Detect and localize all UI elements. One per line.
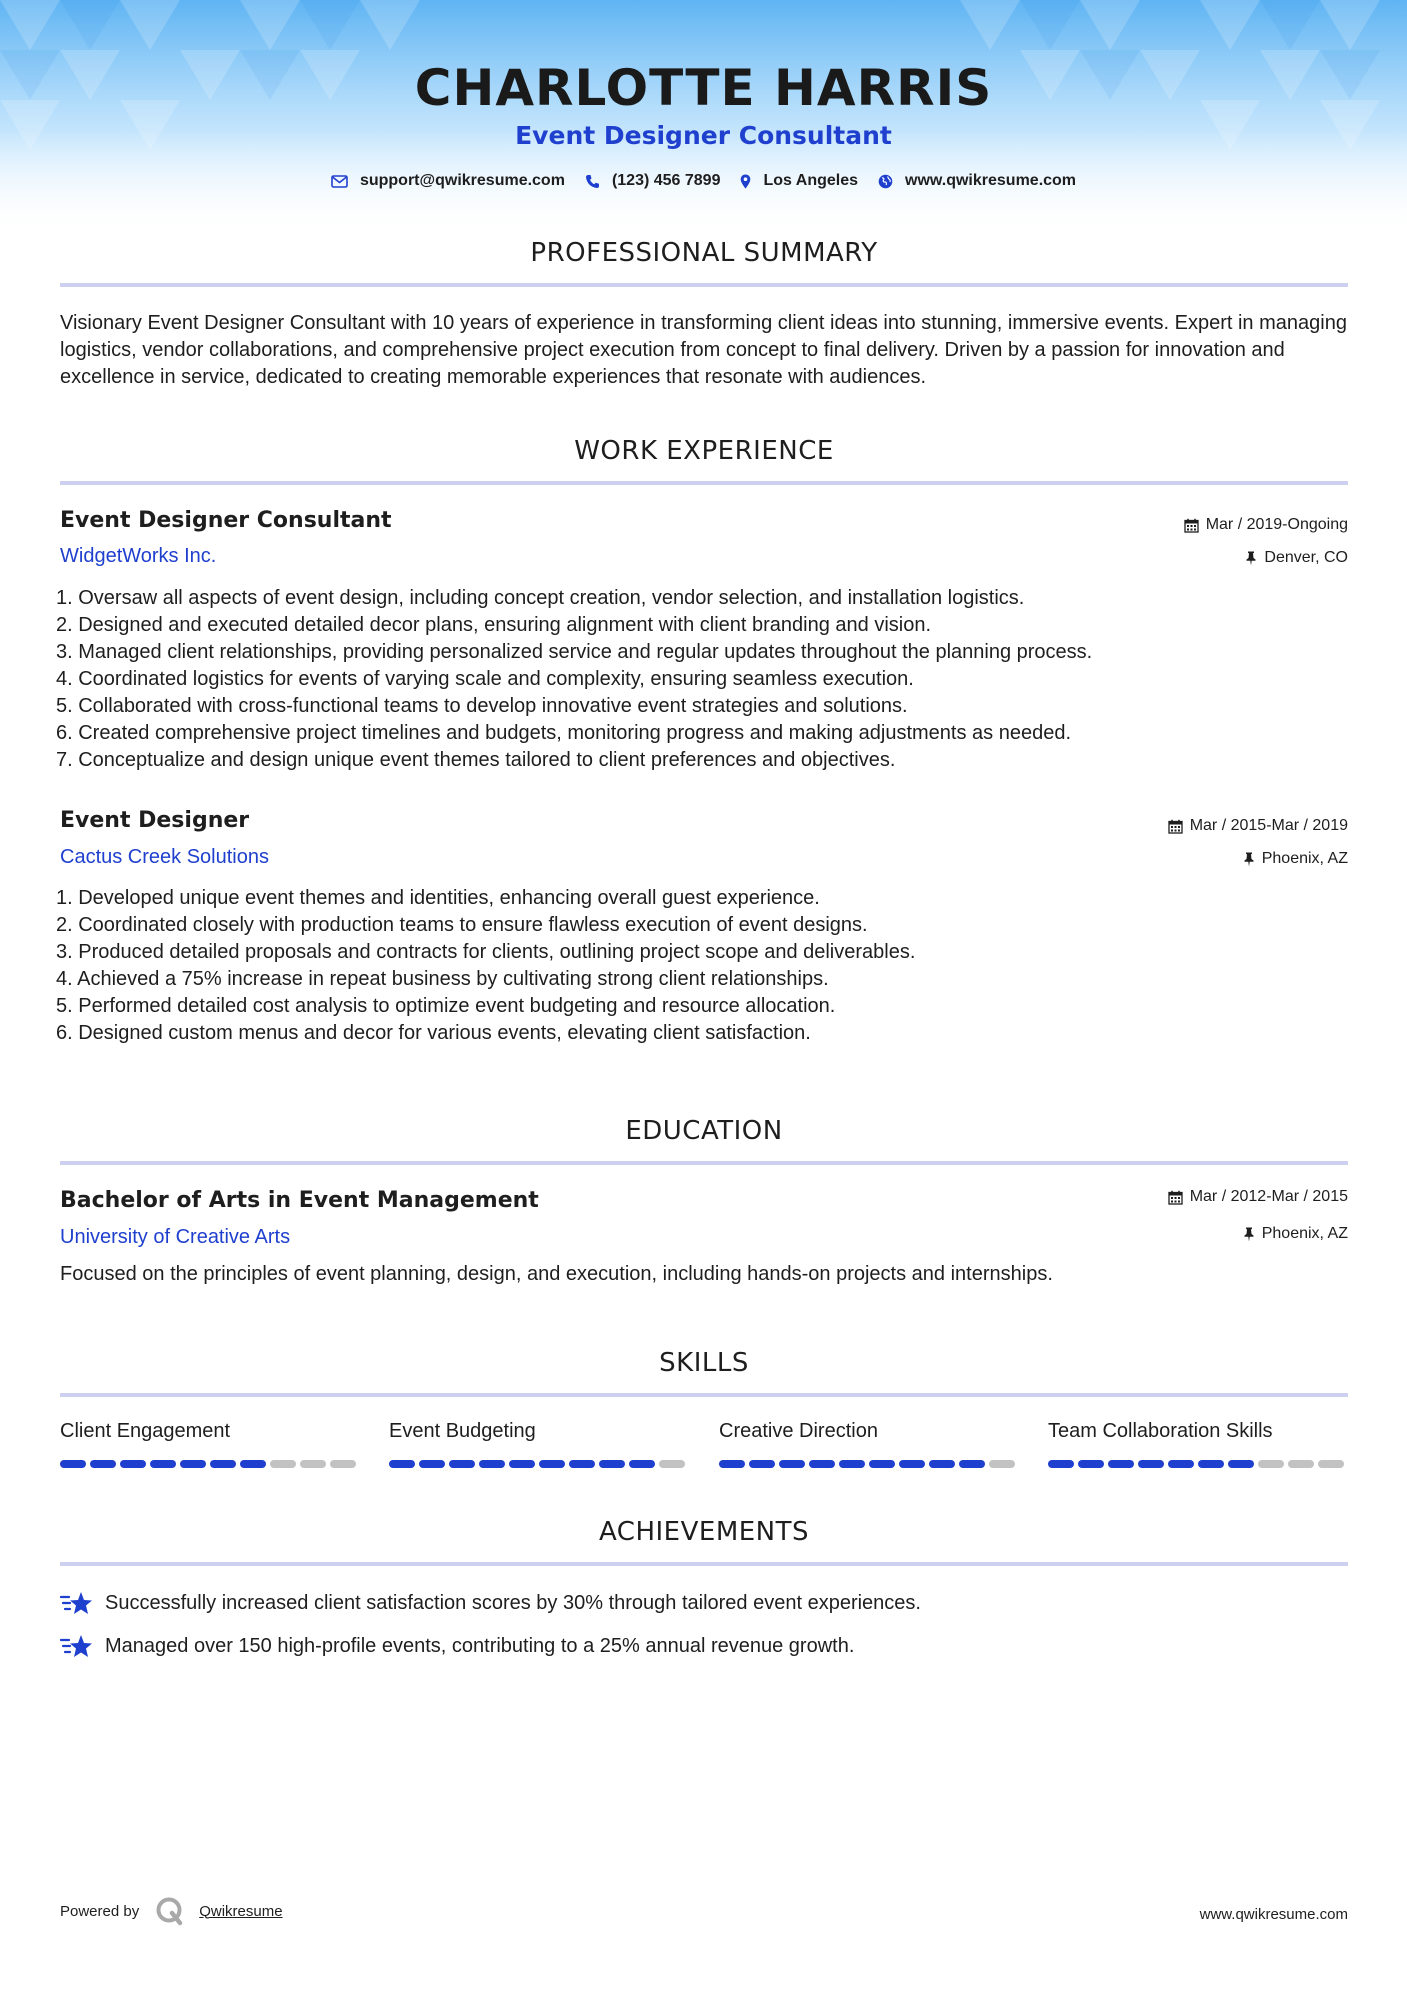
qwikresume-logo-icon [155, 1896, 185, 1926]
skill-segment-filled [1138, 1460, 1164, 1468]
list-item: 2. Designed and executed detailed decor plans, ensuring alignment with client branding and vision. [56, 614, 932, 636]
contact-phone[interactable] [585, 172, 721, 190]
skill-segment-filled [1048, 1460, 1074, 1468]
skills-heading: SKILLS [659, 1348, 749, 1378]
job-responsibilities [56, 885, 915, 1047]
skill-segment-filled [779, 1460, 805, 1468]
list-item: 6. Created comprehensive project timelines and budgets, monitoring progress and making adjustments as needed. [56, 722, 1072, 744]
skill-segment-empty [330, 1460, 356, 1468]
skill-segment-empty [300, 1460, 326, 1468]
pushpin-icon [1243, 1227, 1255, 1242]
skill-segment-filled [1108, 1460, 1134, 1468]
skill-segment-empty [989, 1460, 1015, 1468]
list-item: 3. Produced detailed proposals and contracts for clients, outlining project scope and deliverables. [56, 941, 916, 963]
list-item: 3. Managed client relationships, providing personalized service and regular updates throughout the planning process. [56, 641, 1093, 663]
skill-segment-filled [869, 1460, 895, 1468]
job-title: Event Designer Consultant [60, 508, 392, 533]
skill-segment-filled [419, 1460, 445, 1468]
contact-email-text: support@qwikresume.com [359, 172, 565, 189]
skill-segment-filled [539, 1460, 565, 1468]
envelope-icon [331, 175, 348, 188]
summary-text: Visionary Event Designer Consultant with 10 years of experience in transforming client ideas into stunning, immersive events. Expert in managing logistics, vendor collaborations, and comprehensive project execution from concept to final delivery. Driven by a passion for innovation and excellence in service, dedicated to creating memorable experiences that resonate with audiences. [60, 312, 1347, 388]
shooting-star-icon [60, 1633, 93, 1659]
contact-location-text: Los Angeles [763, 172, 859, 189]
pushpin-icon [1243, 852, 1255, 867]
skill-item [719, 1420, 1019, 1468]
calendar-icon [1184, 518, 1199, 533]
skill-segment-filled [180, 1460, 206, 1468]
skill-segment-filled [929, 1460, 955, 1468]
company-name: WidgetWorks Inc. [60, 545, 217, 567]
list-item: 6. Designed custom menus and decor for various events, elevating client satisfaction. [56, 1022, 811, 1044]
contact-website-text: www.qwikresume.com [905, 172, 1077, 189]
job-dates-text: Mar / 2019-Ongoing [1205, 516, 1348, 533]
company-name: Cactus Creek Solutions [60, 846, 269, 868]
job-location-text: Denver, CO [1264, 549, 1348, 566]
skill-segment-filled [150, 1460, 176, 1468]
job-title: Event Designer [60, 808, 250, 833]
skill-segment-filled [240, 1460, 266, 1468]
skill-level-bar [719, 1460, 1019, 1468]
skill-segment-empty [270, 1460, 296, 1468]
job-location-text: Phoenix, AZ [1261, 850, 1348, 867]
job-location [1245, 549, 1348, 567]
skill-segment-filled [809, 1460, 835, 1468]
list-item: 2. Coordinated closely with production teams to ensure flawless execution of event designs. [56, 914, 868, 936]
achievement-item [60, 1633, 854, 1659]
education-description: Focused on the principles of event planning, design, and execution, including hands-on projects and internships. [60, 1263, 1053, 1285]
summary-heading: PROFESSIONAL SUMMARY [530, 238, 878, 268]
skill-level-bar [60, 1460, 360, 1468]
qwikresume-link[interactable]: Qwikresume [199, 1902, 283, 1920]
skill-segment-filled [899, 1460, 925, 1468]
skill-segment-filled [1228, 1460, 1254, 1468]
skills-divider [60, 1393, 1348, 1397]
skill-segment-filled [959, 1460, 985, 1468]
achievement-text: Managed over 150 high-profile events, contributing to a 25% annual revenue growth. [105, 1634, 855, 1657]
skill-level-bar [389, 1460, 689, 1468]
skill-item [60, 1420, 360, 1468]
contact-location [740, 172, 858, 190]
contact-website[interactable] [878, 172, 1076, 190]
degree-title: Bachelor of Arts in Event Management [60, 1188, 539, 1213]
achievement-text: Successfully increased client satisfaction scores by 30% through tailored event experiences. [105, 1591, 921, 1614]
candidate-title: Event Designer Consultant [515, 121, 892, 150]
skill-name: Client Engagement [60, 1420, 231, 1442]
candidate-name: CHARLOTTE HARRIS [414, 59, 993, 117]
job-location [1243, 850, 1348, 868]
shooting-star-icon [60, 1590, 93, 1616]
skill-segment-filled [60, 1460, 86, 1468]
skill-segment-filled [839, 1460, 865, 1468]
summary-divider [60, 283, 1348, 287]
skill-segment-empty [1288, 1460, 1314, 1468]
education-location-text: Phoenix, AZ [1261, 1225, 1348, 1242]
list-item: 1. Oversaw all aspects of event design, including concept creation, vendor selection, and installation logistics. [56, 587, 1025, 609]
list-item: 4. Coordinated logistics for events of varying scale and complexity, ensuring seamless execution. [56, 668, 914, 690]
achievement-item [60, 1590, 921, 1616]
education-location [1243, 1225, 1348, 1243]
phone-icon [585, 174, 600, 189]
footer-powered-by [60, 1896, 283, 1926]
experience-divider [60, 481, 1348, 485]
skill-segment-empty [1318, 1460, 1344, 1468]
calendar-icon [1168, 1190, 1183, 1205]
job-dates [1168, 817, 1348, 835]
powered-by-label: Powered by [60, 1902, 140, 1920]
job-dates-text: Mar / 2015-Mar / 2019 [1189, 817, 1348, 834]
skill-segment-filled [1078, 1460, 1104, 1468]
skill-segment-filled [389, 1460, 415, 1468]
skill-segment-filled [719, 1460, 745, 1468]
education-divider [60, 1161, 1348, 1165]
school-name: University of Creative Arts [60, 1226, 291, 1248]
skill-segment-filled [629, 1460, 655, 1468]
pushpin-icon [1245, 551, 1257, 566]
skill-item [389, 1420, 689, 1468]
map-pin-icon [740, 174, 751, 189]
skill-segment-filled [749, 1460, 775, 1468]
education-dates [1168, 1188, 1348, 1206]
skill-segment-filled [1168, 1460, 1194, 1468]
skill-segment-empty [1258, 1460, 1284, 1468]
contact-bar [0, 172, 1407, 190]
skill-segment-filled [210, 1460, 236, 1468]
skill-segment-filled [1198, 1460, 1224, 1468]
job-dates [1184, 516, 1348, 534]
skill-item [1048, 1420, 1348, 1468]
globe-icon [878, 174, 893, 189]
achievements-heading: ACHIEVEMENTS [598, 1517, 810, 1547]
skill-name: Event Budgeting [389, 1420, 536, 1442]
footer-website[interactable]: www.qwikresume.com [1199, 1906, 1348, 1923]
skill-segment-filled [449, 1460, 475, 1468]
achievements-divider [60, 1562, 1348, 1566]
skill-level-bar [1048, 1460, 1348, 1468]
list-item: 7. Conceptualize and design unique event themes tailored to client preferences and objectives. [56, 749, 896, 771]
resume-header [0, 58, 1407, 152]
skill-segment-filled [569, 1460, 595, 1468]
skill-name: Team Collaboration Skills [1048, 1420, 1273, 1442]
contact-email[interactable] [331, 172, 565, 190]
list-item: 1. Developed unique event themes and identities, enhancing overall guest experience. [56, 887, 820, 909]
skill-segment-filled [90, 1460, 116, 1468]
skill-segment-filled [120, 1460, 146, 1468]
list-item: 5. Collaborated with cross-functional teams to develop innovative event strategies and solutions. [56, 695, 908, 717]
contact-phone-text: (123) 456 7899 [611, 172, 721, 189]
skill-segment-filled [599, 1460, 625, 1468]
list-item: 4. Achieved a 75% increase in repeat business by cultivating strong client relationships. [56, 968, 829, 990]
skill-segment-empty [659, 1460, 685, 1468]
job-responsibilities [56, 585, 1092, 774]
calendar-icon [1168, 819, 1183, 834]
skill-segment-filled [479, 1460, 505, 1468]
education-dates-text: Mar / 2012-Mar / 2015 [1189, 1188, 1348, 1205]
skill-name: Creative Direction [719, 1420, 878, 1442]
list-item: 5. Performed detailed cost analysis to optimize event budgeting and resource allocation. [56, 995, 836, 1017]
experience-heading: WORK EXPERIENCE [574, 436, 834, 466]
education-heading: EDUCATION [625, 1116, 783, 1146]
skill-segment-filled [509, 1460, 535, 1468]
